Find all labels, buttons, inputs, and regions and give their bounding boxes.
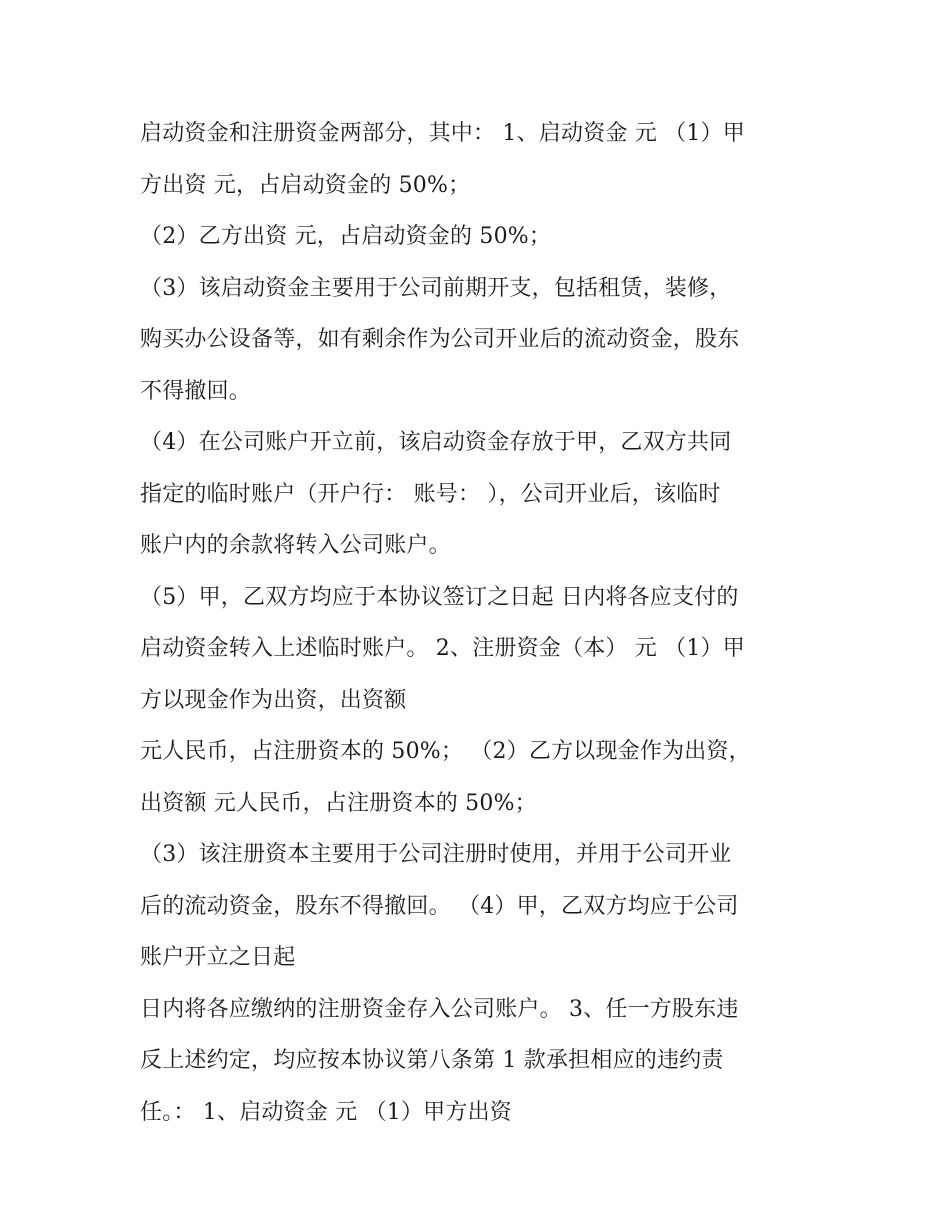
text-line: （4）在公司账户开立前，该启动资金存放于甲，乙双方共同 xyxy=(140,430,732,455)
text-line: 启动资金转入上述临时账户。 2、注册资金（本） 元 （1）甲 xyxy=(140,636,745,661)
text-line: 指定的临时账户（开户行： 账号： ），公司开业后，该临时 xyxy=(140,481,721,507)
text-line: 出资额 元人民币，占注册资本的 50%； xyxy=(140,790,537,816)
text-line: 后的流动资金，股东不得撤回。 （4）甲，乙双方均应于公司 xyxy=(140,893,739,919)
text-line: 方出资 元，占启动资金的 50%； xyxy=(140,172,471,198)
text-line: 账户开立之日起 xyxy=(140,945,296,970)
text-line: 反上述约定，均应按本协议第八条第 1 款承担相应的违约责 xyxy=(140,1048,724,1073)
text-line: 方以现金作为出资，出资额 xyxy=(140,687,407,713)
text-line: 任。： 1、启动资金 元 （1）甲方出资 xyxy=(140,1099,512,1125)
text-line: 启动资金和注册资金两部分，其中： 1、启动资金 元 （1）甲 xyxy=(140,121,745,146)
text-line: 购买办公设备等，如有剩余作为公司开业后的流动资金，股东 xyxy=(140,327,740,352)
document-body xyxy=(140,108,820,1138)
text-line: 账户内的余款将转入公司账户。 xyxy=(140,533,451,558)
text-line: （3）该启动资金主要用于公司前期开支，包括租赁，装修， xyxy=(140,275,732,301)
text-line: （5）甲，乙双方均应于本协议签订之日起 日内将各应支付的 xyxy=(140,584,739,610)
text-line: （2）乙方出资 元，占启动资金的 50%； xyxy=(140,224,552,249)
text-line: 日内将各应缴纳的注册资金存入公司账户。 3、任一方股东违 xyxy=(140,996,739,1022)
text-line: 元人民币，占注册资本的 50%； （2）乙方以现金作为出资， xyxy=(140,739,751,764)
text-line: （3）该注册资本主要用于公司注册时使用，并用于公司开业 xyxy=(140,842,732,867)
text-line: 不得撤回。 xyxy=(140,378,252,404)
